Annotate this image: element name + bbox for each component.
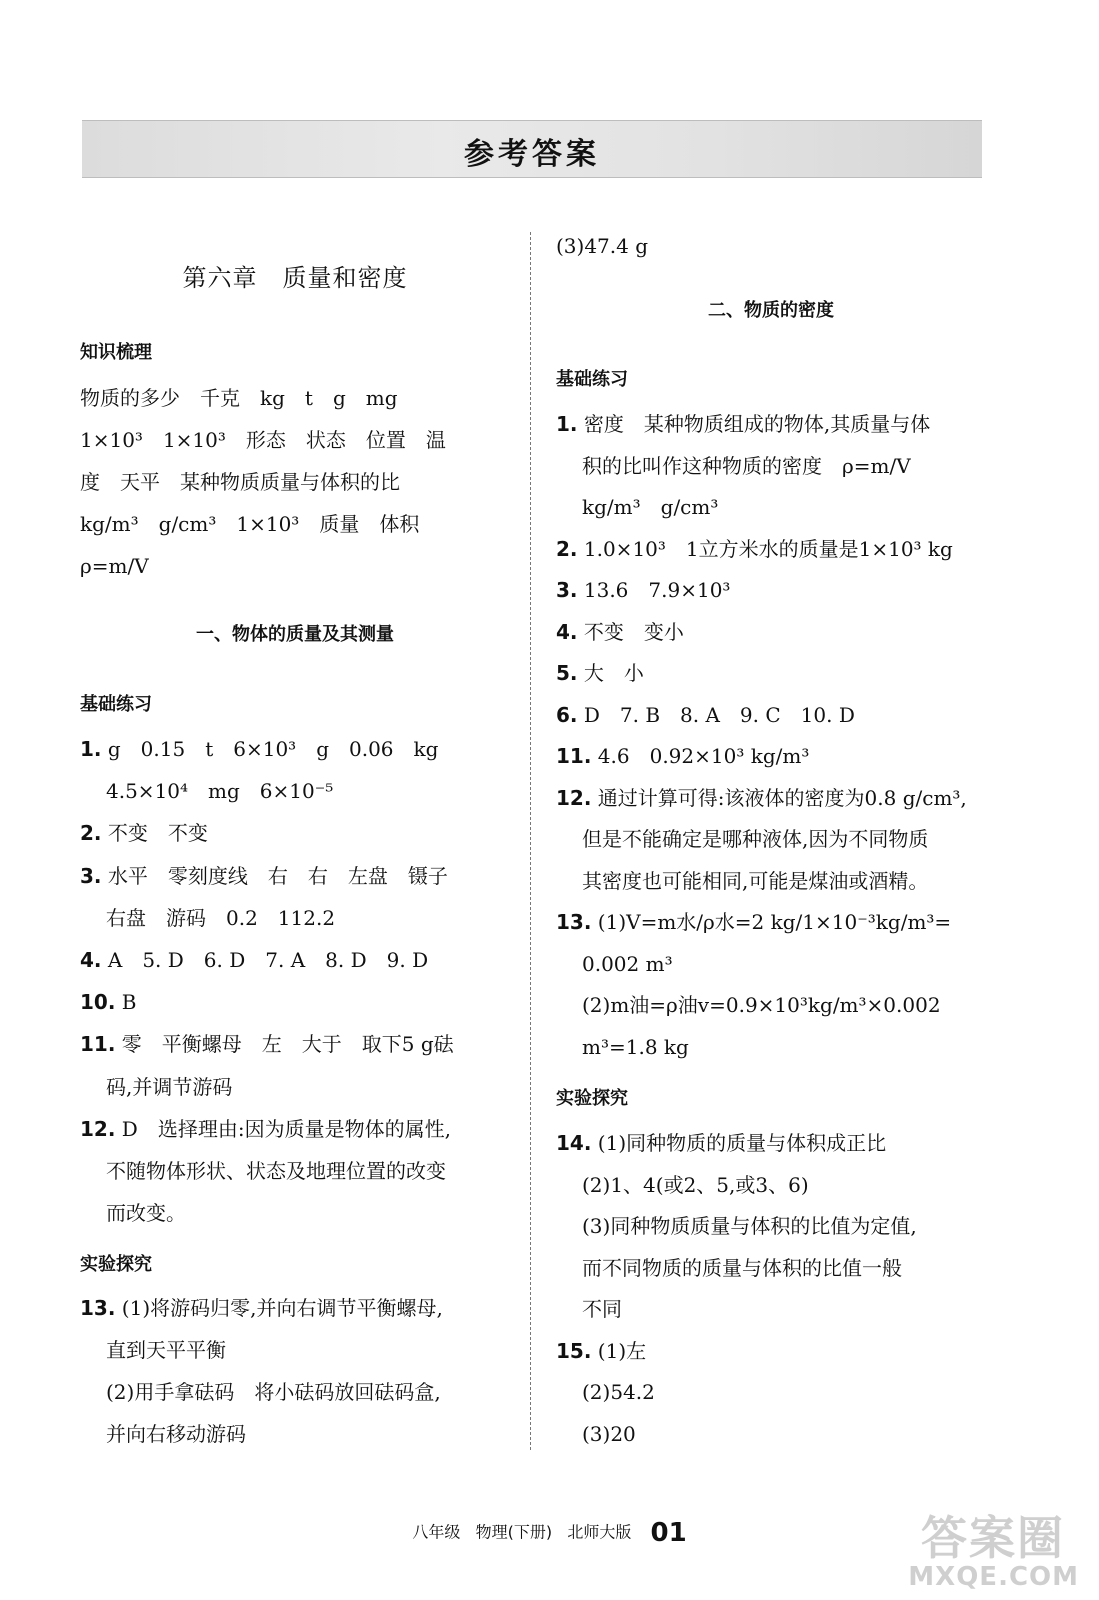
right-basic-heading: 基础练习 [556, 369, 628, 390]
question-number: 13. [80, 1296, 116, 1320]
answer-row [80, 819, 208, 847]
answer-text: D 7. B 8. A 9. C 10. D [583, 702, 855, 727]
answer-row [80, 1157, 446, 1185]
question-number: 15. [556, 1338, 592, 1363]
answer-row [80, 1199, 186, 1227]
answer-text: 积的比叫作这种物质的密度 ρ=m/V [582, 453, 911, 478]
answer-row [80, 1336, 226, 1364]
answer-row [80, 946, 428, 974]
answer-text: D 选择理由:因为质量是物体的属性, [121, 1116, 451, 1141]
answer-row [556, 452, 911, 480]
answer-row [80, 777, 333, 805]
answer-text: (1)同种物质的质量与体积成正比 [597, 1131, 887, 1155]
answer-text: (3)同种物质质量与体积的比值为定值, [582, 1214, 917, 1238]
right-top-line: (3)47.4 g [556, 234, 649, 258]
answer-row [556, 825, 928, 853]
watermark-url: MXQE.COM [908, 1562, 1079, 1592]
answer-text: 通过计算可得:该液体的密度为0.8 g/cm³, [597, 785, 967, 810]
answer-text: 码,并调节游码 [106, 1074, 233, 1099]
answer-row [556, 1295, 622, 1323]
knowledge-heading: 知识梳理 [80, 342, 152, 363]
answer-text: (2)1、4(或2、5,或3、6) [582, 1172, 809, 1197]
answer-text: 零 平衡螺母 左 大于 取下5 g砝 [121, 1032, 454, 1057]
footer-edition: 北师大版 [567, 1522, 632, 1542]
question-number: 14. [556, 1131, 592, 1155]
answer-row [556, 950, 673, 978]
answer-row [80, 735, 438, 763]
answer-text: (2)54.2 [582, 1380, 655, 1404]
answer-row [80, 1115, 451, 1143]
answer-row [556, 991, 941, 1019]
answer-row [556, 742, 809, 770]
answer-text: 右盘 游码 0.2 112.2 [106, 905, 336, 930]
answer-row [556, 1129, 886, 1157]
banner-title: 参考答案 [464, 137, 600, 172]
chapter-title: 第六章 质量和密度 [182, 264, 408, 292]
answer-text: (1)左 [597, 1338, 647, 1363]
knowledge-line: 度 天平 某种物质质量与体积的比 [80, 470, 400, 494]
answer-row [556, 1378, 655, 1406]
question-number: 13. [556, 910, 592, 934]
answer-text: 13.6 7.9×10³ [583, 578, 731, 602]
column-divider [530, 232, 531, 1450]
answer-row [556, 867, 928, 895]
answer-text: (1)将游码归零,并向右调节平衡螺母, [121, 1296, 443, 1320]
right-exp-heading: 实验探究 [556, 1088, 628, 1109]
answer-row [80, 904, 335, 932]
question-number: 1. [556, 412, 578, 436]
question-number: 12. [556, 785, 592, 810]
page-number: 01 [650, 1518, 687, 1548]
footer-subject: 物理(下册) [475, 1522, 553, 1542]
knowledge-line: 物质的多少 千克 kg t g mg [80, 386, 398, 410]
answer-row [80, 1073, 232, 1101]
answer-row [80, 862, 448, 890]
knowledge-line: 1×10³ 1×10³ 形态 状态 位置 温 [80, 428, 446, 452]
answer-text: 而不同物质的质量与体积的比值一般 [582, 1255, 902, 1280]
left-basic-heading: 基础练习 [80, 694, 152, 715]
answer-text: 0.002 m³ [582, 951, 673, 976]
answer-text: 但是不能确定是哪种液体,因为不同物质 [582, 827, 929, 851]
answer-row [556, 1033, 689, 1061]
question-number: 3. [556, 578, 578, 602]
question-number: 11. [80, 1032, 116, 1057]
question-number: 5. [556, 661, 578, 685]
knowledge-line: ρ=m/V [80, 554, 149, 578]
footer-grade: 八年级 [412, 1522, 461, 1542]
question-number: 12. [80, 1116, 116, 1141]
answer-text: (3)20 [582, 1421, 636, 1446]
answer-text: 而改变。 [106, 1201, 186, 1226]
answer-row [80, 1420, 246, 1448]
answer-row [556, 1337, 646, 1365]
answer-text: 不同 [582, 1297, 622, 1321]
answer-row [556, 576, 730, 604]
answer-text: 4.5×10⁴ mg 6×10⁻⁵ [106, 779, 334, 804]
section1-title: 一、物体的质量及其测量 [196, 624, 394, 645]
section2-title: 二、物质的密度 [708, 300, 834, 321]
answer-row [80, 1294, 443, 1322]
answer-row [80, 1030, 454, 1058]
answer-text: 密度 某种物质组成的物体,其质量与体 [583, 412, 931, 436]
answer-row [556, 493, 718, 521]
answer-text: g 0.15 t 6×10³ g 0.06 kg [107, 737, 439, 761]
question-number: 11. [556, 744, 592, 768]
answer-row [80, 1378, 441, 1406]
answer-text: 直到天平平衡 [106, 1338, 226, 1362]
answer-row [556, 618, 684, 646]
answer-row [556, 535, 953, 563]
answer-row [556, 784, 967, 812]
answer-row [556, 1171, 809, 1199]
answer-row [80, 988, 137, 1016]
answer-text: B [121, 990, 137, 1015]
answer-text: 1.0×10³ 1立方米水的质量是1×10³ kg [583, 536, 953, 561]
watermark-text: 答案圈 [921, 1511, 1065, 1565]
question-number: 4. [80, 948, 102, 972]
question-number: 1. [80, 737, 102, 761]
answer-row [556, 1420, 636, 1448]
answer-row [556, 908, 951, 936]
question-number: 4. [556, 619, 578, 644]
answer-row [556, 1212, 917, 1240]
answer-text: 不变 不变 [107, 821, 208, 846]
answer-row [556, 659, 644, 687]
answer-row [556, 410, 930, 438]
answer-row [556, 701, 855, 729]
question-number: 10. [80, 990, 116, 1015]
answer-text: 水平 零刻度线 右 右 左盘 镊子 [107, 863, 448, 888]
answer-text: A 5. D 6. D 7. A 8. D 9. D [107, 948, 429, 972]
question-number: 2. [80, 821, 102, 846]
answer-text: 并向右移动游码 [106, 1422, 246, 1446]
left-exp-heading: 实验探究 [80, 1254, 152, 1275]
question-number: 3. [80, 863, 102, 888]
answer-text: 大 小 [583, 661, 644, 685]
answer-text: 不变 变小 [583, 619, 684, 644]
question-number: 2. [556, 536, 578, 561]
answer-text: kg/m³ g/cm³ [582, 495, 719, 519]
answer-text: m³=1.8 kg [582, 1034, 689, 1059]
answer-row [556, 1254, 902, 1282]
answer-text: 不随物体形状、状态及地理位置的改变 [106, 1159, 446, 1183]
answer-text: (2)用手拿砝码 将小砝码放回砝码盒, [106, 1380, 441, 1404]
answer-text: 4.6 0.92×10³ kg/m³ [597, 744, 810, 768]
knowledge-line: kg/m³ g/cm³ 1×10³ 质量 体积 [80, 512, 420, 536]
question-number: 6. [556, 702, 578, 727]
answer-text: 其密度也可能相同,可能是煤油或酒精。 [582, 868, 929, 893]
answer-text: (2)m油=ρ油v=0.9×10³kg/m³×0.002 [582, 993, 941, 1017]
answer-banner [82, 120, 982, 178]
watermark [875, 1502, 1085, 1592]
answer-text: (1)V=m水/ρ水=2 kg/1×10⁻³kg/m³= [597, 910, 952, 934]
